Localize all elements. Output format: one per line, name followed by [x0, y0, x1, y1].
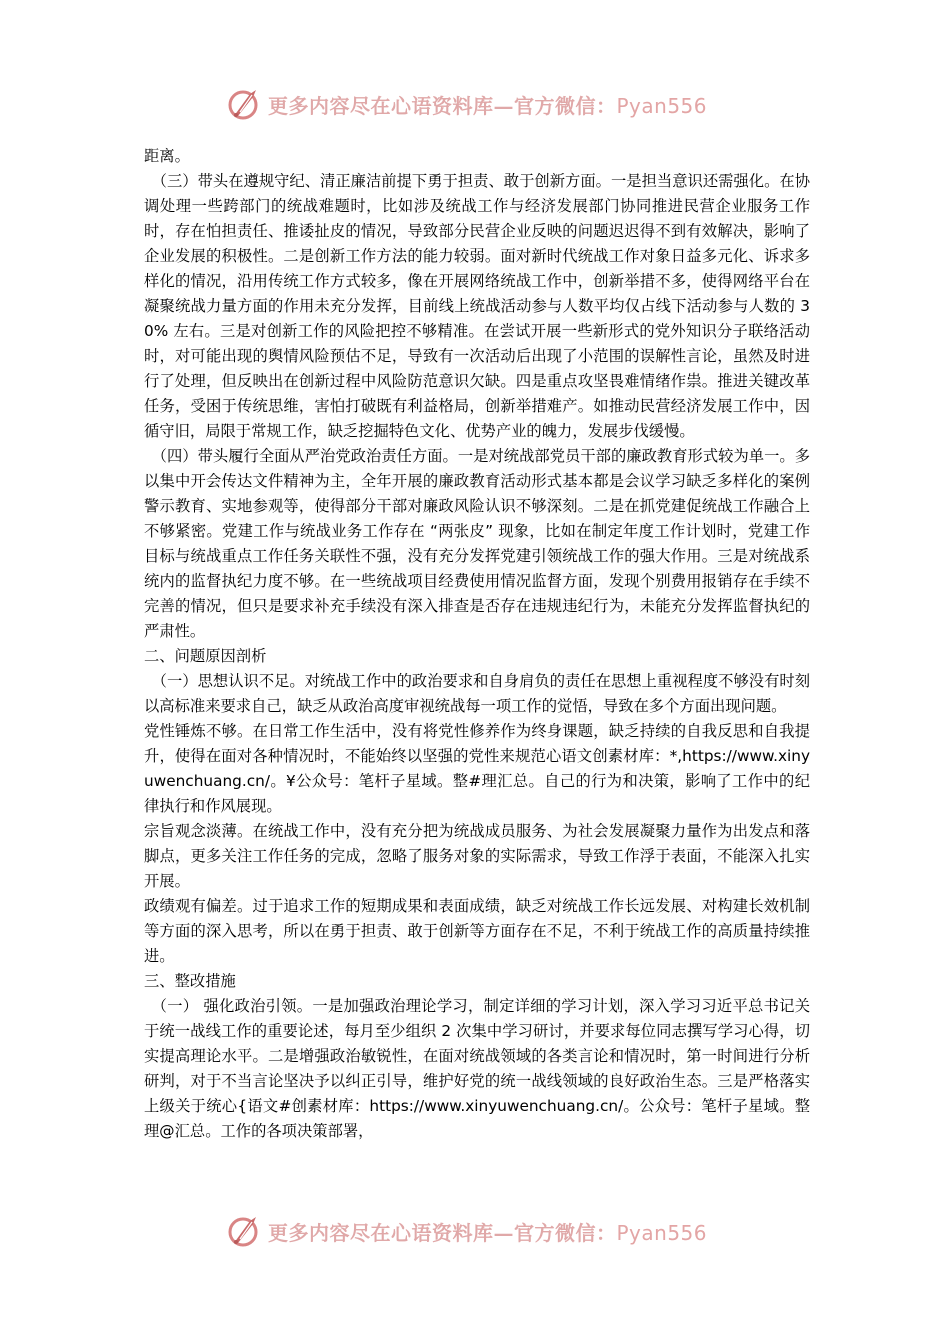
paragraph: 政绩观有偏差。过于追求工作的短期成果和表面成绩，缺乏对统战工作长远发展、对构建长效机制等方面的深入思考，所以在勇于担责、敢于创新等方面存在不足，不利于统战工作的高质量持续推进。 [144, 897, 810, 965]
paragraph: （一） 强化政治引领。一是加强政治理论学习，制定详细的学习计划，深入学习习近平总书记关于统一战线工作的重要论述，每月至少组织 2 次集中学习研讨，并要求每位同志撰写学习心得，切实提高理论水平。二是增强政治敏锐性，在面对统战领域的各类言论和情况时，第一时间进行分析研判，对于不当言论坚决予以纠正引导，维护好党的统一战线领域的良好政治生态。三是严格落实上级关于统心{语文#创素材库：https://www.xinyuwenchuang.cn/。公众号：笔杆子星域。整理@汇总。工作的各项决策部署， [144, 997, 810, 1140]
paragraph: （三）带头在遵规守纪、清正廉洁前提下勇于担责、敢于创新方面。一是担当意识还需强化。在协调处理一些跨部门的统战难题时，比如涉及统战工作与经济发展部门协同推进民营企业服务工作时，存在怕担责任、推诿扯皮的情况，导致部分民营企业反映的问题迟迟得不到有效解决，影响了企业发展的积极性。二是创新工作方法的能力较弱。面对新时代统战工作对象日益多元化、诉求多样化的情况，沿用传统工作方式较多，像在开展网络统战工作中，创新举措不多，使得网络平台在凝聚统战力量方面的作用未充分发挥，目前线上统战活动参与人数平均仅占线下活动参与人数的 30% 左右。三是对创新工作的风险把控不够精准。在尝试开展一些新形式的党外知识分子联络活动时，对可能出现的舆情风险预估不足，导致有一次活动后出现了小范围的误解性言论，虽然及时进行了处理，但反映出在创新过程中风险防范意识欠缺。四是重点攻坚畏难情绪作祟。推进关键改革任务，受困于传统思维，害怕打破既有利益格局，创新举措难产。如推动民营经济发展工作中，因循守旧，局限于常规工作，缺乏挖掘特色文化、优势产业的魄力，发展步伐缓慢。 [144, 172, 810, 440]
footer-watermark-text: 更多内容尽在心语资料库—官方微信：Pyan556 [268, 1220, 708, 1245]
document-body [144, 144, 810, 1144]
section-heading: 二、问题原因剖析 [144, 647, 267, 665]
header-watermark-text: 更多内容尽在心语资料库—官方微信：Pyan556 [268, 93, 708, 118]
paragraph: 宗旨观念淡薄。在统战工作中，没有充分把为统战成员服务、为社会发展凝聚力量作为出发点和落脚点，更多关注工作任务的完成，忽略了服务对象的实际需求，导致工作浮于表面，不能深入扎实开展。 [144, 822, 810, 890]
paragraph: （一）思想认识不足。对统战工作中的政治要求和自身肩负的责任在思想上重视程度不够没有时刻以高标准来要求自己，缺乏从政治高度审视统战每一项工作的觉悟，导致在多个方面出现问题。 [144, 672, 810, 715]
paragraph: 党性锤炼不够。在日常工作生活中，没有将党性修养作为终身课题，缺乏持续的自我反思和自我提升，使得在面对各种情况时，不能始终以坚强的党性来规范心语文创素材库：*,https://www.xinyuwenchuang.cn/。¥公众号：笔杆子星域。整#理汇总。自己的行为和决策，影响了工作中的纪律执行和作风展现。 [144, 722, 810, 815]
section-heading: 三、整改措施 [144, 972, 236, 990]
header-watermark-banner [226, 84, 746, 124]
quill-logo-icon [226, 86, 262, 122]
paragraph: （四）带头履行全面从严治党政治责任方面。一是对统战部党员干部的廉政教育形式较为单一。多以集中开会传达文件精神为主，全年开展的廉政教育活动形式基本都是会议学习缺乏多样化的案例警示教育、实地参观等，使得部分干部对廉政风险认识不够深刻。二是在抓党建促统战工作融合上不够紧密。党建工作与统战业务工作存在 “两张皮” 现象，比如在制定年度工作计划时，党建工作目标与统战重点工作任务关联性不强，没有充分发挥党建引领统战工作的强大作用。三是对统战系统内的监督执纪力度不够。在一些统战项目经费使用情况监督方面，发现个别费用报销存在手续不完善的情况，但只是要求补充手续没有深入排查是否存在违规违纪行为，未能充分发挥监督执纪的严肃性。 [144, 447, 810, 640]
quill-logo-icon [226, 1213, 262, 1249]
footer-wechat-id: Pyan556 [616, 1220, 708, 1245]
footer-watermark-banner [226, 1211, 746, 1251]
header-wechat-id: Pyan556 [616, 93, 708, 118]
paragraph: 距离。 [144, 147, 190, 165]
